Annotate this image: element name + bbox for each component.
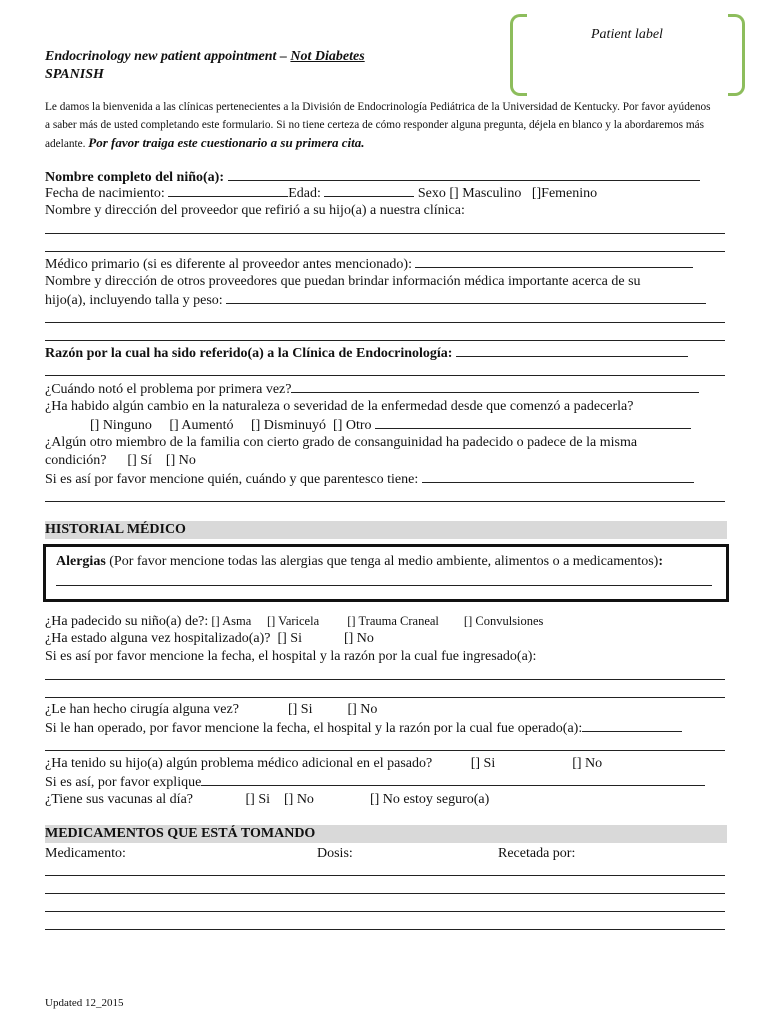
allergies-colon: :: [658, 554, 663, 569]
dose-column-label: Dosis:: [317, 846, 353, 861]
intro-emphasis: Por favor traiga este cuestionario a su primera cita.: [88, 135, 365, 150]
dob-label: Fecha de nacimiento:: [45, 186, 165, 201]
medication-column-label: Medicamento:: [45, 846, 126, 861]
family-detail-row: [45, 470, 694, 489]
other-providers-label-1: Nombre y dirección de otros proveedores que puedan brindar información médica importante acerca de su: [45, 274, 641, 289]
hospitalized-detail-line-1[interactable]: [45, 679, 725, 680]
child-name-label: Nombre completo del niño(a):: [45, 170, 224, 185]
family-label-2: condición?: [45, 453, 107, 468]
allergies-bold: Alergias: [56, 554, 106, 569]
change-options: [90, 416, 691, 435]
patient-label: Patient label: [591, 27, 663, 42]
sex-female-checkbox[interactable]: []Femenino: [531, 186, 598, 201]
other-problem-yes-checkbox[interactable]: [] Si: [470, 756, 496, 771]
age-field[interactable]: [324, 184, 414, 197]
referral-reason-line[interactable]: [45, 375, 725, 376]
form-title: [45, 48, 365, 66]
primary-doctor-row: [45, 255, 693, 274]
family-detail-label: Si es así por favor mencione quién, cuándo y que parentesco tiene:: [45, 472, 419, 487]
patient-label-bracket-right: [728, 14, 745, 96]
family-no-checkbox[interactable]: [] No: [165, 453, 196, 468]
vaccines-yes-checkbox[interactable]: [] Si: [245, 792, 270, 807]
medication-line-4[interactable]: [45, 929, 725, 930]
first-noticed-field[interactable]: [291, 380, 699, 393]
sex-male-checkbox[interactable]: Sexo [] Masculino: [417, 186, 522, 201]
hospitalized-no-checkbox[interactable]: [] No: [343, 631, 374, 646]
medication-line-2[interactable]: [45, 893, 725, 894]
surgery-no-checkbox[interactable]: [] No: [347, 702, 378, 717]
patient-label-bracket-left: [510, 14, 527, 96]
conditions-row: [45, 612, 543, 631]
family-detail-field[interactable]: [422, 470, 694, 483]
form-header: [45, 48, 365, 84]
other-providers-label-2: hijo(a), incluyendo talla y peso:: [45, 293, 223, 308]
change-decreased-checkbox[interactable]: [] Disminuyó: [250, 418, 327, 433]
form-subtitle: SPANISH: [45, 67, 104, 82]
explain-field[interactable]: [201, 773, 705, 786]
change-other-checkbox[interactable]: [] Otro: [333, 418, 372, 433]
first-noticed-label: ¿Cuándo notó el problema por primera vez?: [45, 382, 292, 397]
vaccines-label: ¿Tiene sus vacunas al día?: [45, 792, 193, 807]
allergies-label: [56, 553, 663, 571]
referring-provider-label: Nombre y dirección del proveedor que refirió a su hijo(a) a nuestra clínica:: [45, 203, 465, 218]
primary-doctor-label: Médico primario (si es diferente al proveedor antes mencionado):: [45, 257, 412, 272]
other-providers-line-1[interactable]: [45, 322, 725, 323]
age-label: Edad:: [288, 186, 321, 201]
other-problem-label: ¿Ha tenido su hijo(a) algún problema médico adicional en el pasado?: [45, 756, 433, 771]
child-name-field[interactable]: [228, 168, 700, 181]
dob-row: [45, 184, 597, 203]
surgery-label: ¿Le han hecho cirugía alguna vez?: [45, 702, 239, 717]
chickenpox-checkbox[interactable]: [] Varicela: [266, 614, 320, 628]
medical-history-heading: HISTORIAL MÉDICO: [45, 521, 727, 539]
change-none-checkbox[interactable]: [] Ninguno: [90, 418, 152, 433]
surgery-yes-checkbox[interactable]: [] Si: [287, 702, 313, 717]
explain-row: [45, 773, 705, 792]
seizures-checkbox[interactable]: [] Convulsiones: [463, 614, 544, 628]
hospitalized-detail-line-2[interactable]: [45, 697, 725, 698]
hospitalized-yes-checkbox[interactable]: [] Si: [277, 631, 302, 646]
surgery-detail-line[interactable]: [45, 750, 725, 751]
first-noticed-row: [45, 380, 699, 399]
surgery-detail-label: Si le han operado, por favor mencione la fecha, el hospital y la razón por la cual fue operado(a):: [45, 721, 583, 736]
conditions-label: ¿Ha padecido su niño(a) de?:: [45, 614, 209, 629]
other-providers-field[interactable]: [226, 291, 706, 304]
prescribed-by-column-label: Recetada por:: [498, 846, 576, 861]
updated-footer: Updated 12_2015: [45, 997, 124, 1009]
change-other-field[interactable]: [375, 416, 691, 429]
other-providers-row: [45, 291, 706, 310]
asthma-checkbox[interactable]: [] Asma: [211, 614, 252, 628]
family-row: [45, 452, 196, 470]
referral-reason-field[interactable]: [456, 344, 688, 357]
referral-reason-row: [45, 344, 688, 363]
vaccines-unsure-checkbox[interactable]: [] No estoy seguro(a): [369, 792, 490, 807]
intro-paragraph: [45, 98, 717, 153]
change-increased-checkbox[interactable]: [] Aumentó: [169, 418, 234, 433]
intro-text: Le damos la bienvenida a las clínicas pertenecientes a la División de Endocrinología Pediátrica de la Universidad de Kentucky. Por favor ayúdenos a saber más de usted completando este formulario. Si no tiene certeza de cómo responder alguna pregunta, déjela en blanco y la abordaremos más adelante.: [45, 101, 711, 150]
referring-provider-line-2[interactable]: [45, 251, 725, 252]
medication-line-1[interactable]: [45, 875, 725, 876]
referral-reason-label: Razón por la cual ha sido referido(a) a la Clínica de Endocrinología:: [45, 346, 453, 361]
vaccines-row: [45, 791, 489, 809]
other-providers-line-2[interactable]: [45, 340, 725, 341]
medication-line-3[interactable]: [45, 911, 725, 912]
allergies-text: (Por favor mencione todas las alergias que tenga al medio ambiente, alimentos o a medicamentos): [105, 554, 659, 569]
other-problem-row: [45, 755, 602, 773]
surgery-row: [45, 701, 377, 719]
referring-provider-line-1[interactable]: [45, 233, 725, 234]
hospitalized-label: ¿Ha estado alguna vez hospitalizado(a)?: [45, 631, 271, 646]
explain-label: Si es así, por favor explique: [45, 775, 202, 790]
allergies-field[interactable]: [56, 585, 712, 586]
form-title-prefix: Endocrinology new patient appointment –: [45, 49, 291, 64]
family-label-1: ¿Algún otro miembro de la familia con cierto grado de consanguinidad ha padecido o padece de la misma: [45, 435, 638, 450]
primary-doctor-field[interactable]: [415, 255, 693, 268]
change-label: ¿Ha habido algún cambio en la naturaleza o severidad de la enfermedad desde que comenzó a padecerla?: [45, 399, 634, 414]
allergies-box: [43, 544, 729, 602]
other-problem-no-checkbox[interactable]: [] No: [572, 756, 603, 771]
medications-heading: MEDICAMENTOS QUE ESTÁ TOMANDO: [45, 825, 727, 843]
form-title-underlined: Not Diabetes: [290, 49, 365, 64]
surgery-detail-field[interactable]: [582, 719, 682, 732]
family-yes-checkbox[interactable]: [] Sí: [127, 453, 152, 468]
hospitalized-detail-label: Si es así por favor mencione la fecha, el hospital y la razón por la cual fue ingresado(a):: [45, 649, 537, 664]
head-trauma-checkbox[interactable]: [] Trauma Craneal: [347, 614, 439, 628]
family-detail-line[interactable]: [45, 501, 725, 502]
vaccines-no-checkbox[interactable]: [] No: [284, 792, 314, 807]
surgery-detail-row: [45, 719, 682, 738]
dob-field[interactable]: [168, 184, 288, 197]
hospitalized-row: [45, 630, 374, 648]
